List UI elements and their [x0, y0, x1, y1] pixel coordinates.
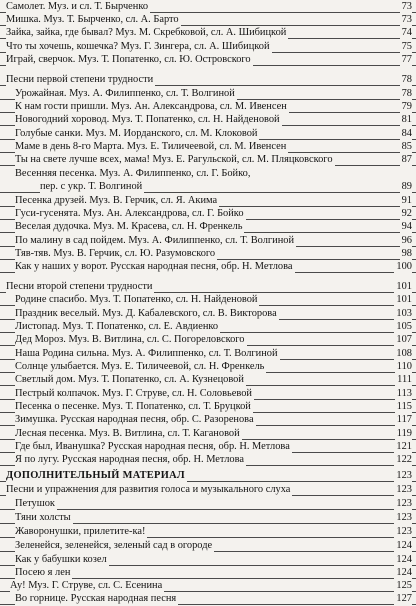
- section-title: Песни второй степени трудности: [6, 281, 153, 292]
- entry-page: 123: [396, 484, 412, 495]
- toc-entry: [0, 53, 416, 67]
- toc-entry: [0, 40, 416, 54]
- toc-entry: [0, 539, 416, 553]
- entry-title: Наша Родина сильна. Муз. А. Филиппенко, сл. Т. Волгиной: [15, 348, 278, 359]
- toc-part-heading: [0, 469, 416, 483]
- entry-title: Петушок: [15, 498, 55, 509]
- entry-page: 122: [396, 454, 412, 465]
- entry-page: 77: [401, 54, 412, 65]
- entry-title: Солнце улыбается. Муз. Е. Тиличеевой, сл. Н. Френкель: [15, 361, 265, 372]
- toc-section-heading: [0, 73, 416, 87]
- toc-entry: [0, 553, 416, 567]
- entry-page: 98: [401, 248, 412, 259]
- entry-page: 79: [401, 101, 412, 112]
- entry-title: Ты на свете лучше всех, мама! Муз. Е. Рагульской, сл. М. Пляцковского: [15, 154, 333, 165]
- entry-title: Зеленейся, зеленейся, зеленый сад в огороде: [15, 540, 213, 551]
- toc-entry: [0, 13, 416, 27]
- entry-page: 125: [396, 580, 412, 591]
- entry-title: Праздник веселый. Муз. Д. Кабалевского, сл. В. Викторова: [15, 308, 277, 319]
- entry-page: 85: [401, 141, 412, 152]
- toc-entry: [0, 497, 416, 511]
- toc-entry: [0, 260, 416, 274]
- entry-page: 110: [396, 361, 412, 372]
- toc-entry: [0, 320, 416, 334]
- entry-title: Листопад. Муз. Т. Попатенко, сл. Е. Авдиенко: [15, 321, 219, 332]
- toc-entry: [0, 373, 416, 387]
- toc-entry: [0, 360, 416, 374]
- toc-entry: [0, 153, 416, 167]
- entry-page: 119: [396, 428, 412, 439]
- entry-page: 121: [396, 441, 412, 452]
- entry-page: 108: [396, 348, 412, 359]
- entry-title: Как у бабушки козел: [15, 554, 107, 565]
- entry-title: Играй, сверчок. Муз. Т. Попатенко, сл. Ю. Островского: [6, 54, 251, 65]
- entry-title: Тяни холсты: [15, 512, 71, 523]
- entry-page: 115: [396, 401, 412, 412]
- entry-title: Зайка, зайка, где бывал? Муз. М. Скребковой, сл. А. Шибицкой: [6, 27, 287, 38]
- entry-title: Дед Мороз. Муз. В. Витлина, сл. С. Погореловского: [15, 334, 245, 345]
- entry-page: 123: [396, 512, 412, 523]
- entry-title: Лесная песенка. Муз. В. Витлина, сл. Т. Кагановой: [15, 428, 240, 439]
- entry-page: 101: [396, 294, 412, 305]
- entry-page: 123: [396, 470, 412, 481]
- entry-title: Мишка. Муз. Т. Бырченко, сл. А. Барто: [6, 14, 179, 25]
- toc-entry: [0, 87, 416, 101]
- entry-page: 111: [397, 374, 412, 385]
- toc-section-heading: [0, 280, 416, 294]
- entry-title: Зимушка. Русская народная песня, обр. С. Разоренова: [15, 414, 254, 425]
- section-title: Песни и упражнения для развития голоса и музыкального слуха: [6, 484, 291, 495]
- entry-page: 84: [401, 128, 412, 139]
- entry-page: 124: [396, 540, 412, 551]
- entry-page: 75: [401, 41, 412, 52]
- entry-page: 73: [401, 14, 412, 25]
- entry-title: Во горнице. Русская народная песня: [15, 593, 177, 604]
- toc-entry: [0, 566, 416, 580]
- part-title: ДОПОЛНИТЕЛЬНЫЙ МАТЕРИАЛ: [6, 470, 185, 481]
- entry-page: 96: [401, 235, 412, 246]
- toc-entry: [0, 140, 416, 154]
- toc-entry: [0, 220, 416, 234]
- section-title: Песни первой степени трудности: [6, 74, 154, 85]
- entry-page: 100: [396, 261, 412, 272]
- entry-title: Маме в день 8-го Марта. Муз. Е. Тиличеевой, сл. М. Ивенсен: [15, 141, 287, 152]
- entry-title: Весенняя песенка. Муз. А. Филиппенко, сл. Г. Бойко,: [15, 168, 251, 179]
- entry-title: Новогодний хоровод. Муз. Т. Попатенко, сл. Н. Найденовой: [15, 114, 280, 125]
- toc-entry: [0, 100, 416, 114]
- entry-title: Где был, Иванушка? Русская народная песня, обр. Н. Метлова: [15, 441, 290, 452]
- entry-page: 87: [401, 154, 412, 165]
- entry-page: 78: [401, 88, 412, 99]
- entry-page: 123: [396, 498, 412, 509]
- toc-entry: [0, 453, 416, 467]
- entry-title: Тяв-тяв. Муз. В. Герчик, сл. Ю. Разумовского: [15, 248, 216, 259]
- entry-title: Самолет. Муз. и сл. Т. Бырченко: [6, 1, 149, 12]
- entry-page: 94: [401, 221, 412, 232]
- entry-title: Посею я лен: [15, 567, 71, 578]
- toc-entry: [0, 400, 416, 414]
- toc-entry: [0, 207, 416, 221]
- toc-entry: [0, 26, 416, 40]
- entry-page: 123: [396, 526, 412, 537]
- toc-entry: [0, 0, 416, 14]
- entry-page: 74: [401, 27, 412, 38]
- entry-title: Пестрый колпачок. Муз. Г. Струве, сл. Н. Соловьевой: [15, 388, 252, 399]
- entry-title: К нам гости пришли. Муз. Ан. Александрова, сл. М. Ивенсен: [15, 101, 287, 112]
- toc-entry: [0, 440, 416, 454]
- toc-entry: [0, 387, 416, 401]
- entry-page: 107: [396, 334, 412, 345]
- entry-title: Светлый дом. Муз. Т. Попатенко, сл. А. Кузнецовой: [15, 374, 244, 385]
- entry-title: Родине спасибо. Муз. Т. Попатенко, сл. Н. Найденовой: [15, 294, 258, 305]
- toc-entry: [0, 413, 416, 427]
- toc-entry: [0, 525, 416, 539]
- entry-page: 89: [401, 181, 412, 192]
- entry-title: Жаворонушки, прилетите-ка!: [15, 526, 146, 537]
- toc-section-heading: [0, 483, 416, 497]
- toc-entry: [0, 167, 416, 181]
- entry-title: По малину в сад пойдем. Муз. А. Филиппенко, сл. Т. Волгиной: [15, 235, 295, 246]
- entry-title: Урожайная. Муз. А. Филиппенко, сл. Т. Волгиной: [15, 88, 235, 99]
- entry-title: Голубые санки. Муз. М. Иорданского, сл. М. Клоковой: [15, 128, 258, 139]
- entry-page: 103: [396, 308, 412, 319]
- entry-title: пер. с укр. Т. Волгиной: [40, 181, 143, 192]
- entry-page: 127: [396, 593, 412, 604]
- toc-entry: [0, 113, 416, 127]
- entry-page: 81: [401, 114, 412, 125]
- toc-entry: [0, 293, 416, 307]
- entry-title: Песенка о песенке. Муз. Т. Попатенко, сл. Т. Бруцкой: [15, 401, 251, 412]
- entry-page: 113: [396, 388, 412, 399]
- toc-entry: [0, 127, 416, 141]
- toc-entry: [0, 333, 416, 347]
- entry-page: 117: [396, 414, 412, 425]
- entry-title: Я по лугу. Русская народная песня, обр. Н. Метлова: [15, 454, 244, 465]
- entry-page: 105: [396, 321, 412, 332]
- toc-entry: [0, 592, 416, 606]
- toc-entry: [0, 347, 416, 361]
- toc-entry: [0, 234, 416, 248]
- entry-page: 73: [401, 1, 412, 12]
- entry-title: Гуси-гусенята. Муз. Ан. Александрова, сл. Г. Бойко: [15, 208, 244, 219]
- toc-entry: [0, 194, 416, 208]
- entry-title: Песенка друзей. Муз. В. Герчик, сл. Я. Акима: [15, 195, 218, 206]
- entry-page: 91: [401, 195, 412, 206]
- entry-page: 101: [396, 281, 412, 292]
- entry-page: 124: [396, 567, 412, 578]
- entry-title: Веселая дудочка. Муз. М. Красева, сл. Н. Френкель: [15, 221, 243, 232]
- entry-page: 92: [401, 208, 412, 219]
- toc-entry: [0, 427, 416, 441]
- entry-page: 124: [396, 554, 412, 565]
- entry-title: Как у наших у ворот. Русская народная песня, обр. Н. Метлова: [15, 261, 293, 272]
- toc-entry: [0, 511, 416, 525]
- toc-entry-continuation: [0, 180, 416, 194]
- entry-page: 78: [401, 74, 412, 85]
- toc-entry: [0, 247, 416, 261]
- toc-entry: [0, 307, 416, 321]
- toc-entry: [0, 579, 416, 593]
- entry-title: Что ты хочешь, кошечка? Муз. Г. Зингера, сл. А. Шибицкой: [6, 41, 270, 52]
- entry-title: Ау! Муз. Г. Струве, сл. С. Есенина: [10, 580, 163, 591]
